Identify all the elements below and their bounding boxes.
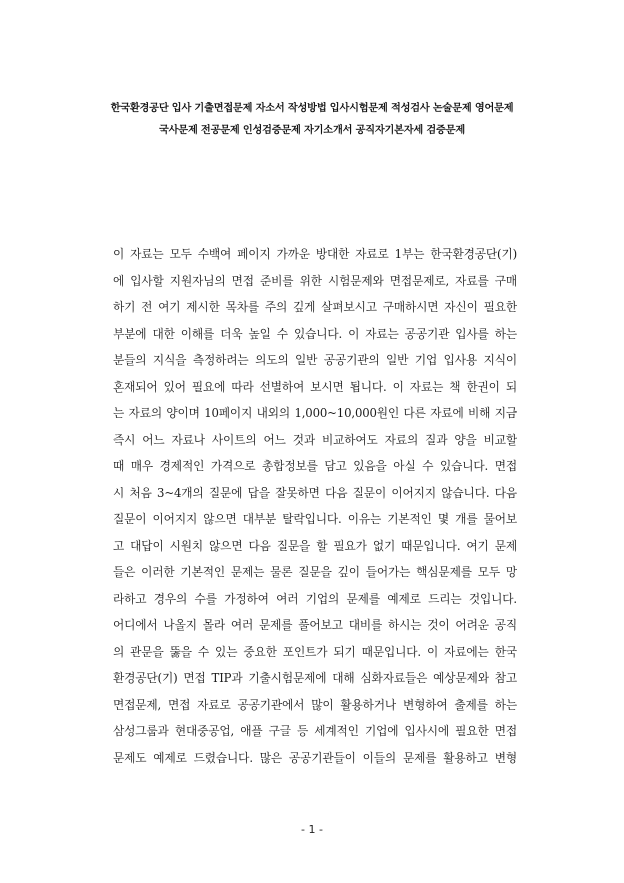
document-title: [0, 101, 624, 139]
body-line: 어디에서 나올지 몰라 여러 문제를 풀어보고 대비를 하시는 것이 어려운 공직: [113, 618, 517, 632]
body-line: 분들의 지식을 측정하려는 의도의 일반 공공기관의 일반 기업 입사용 지식이: [113, 353, 517, 367]
body-line: 때 매우 경제적인 가격으로 총합정보를 담고 있음을 아실 수 있습니다. 면접: [113, 459, 517, 473]
body-line: 하기 전 여기 제시한 목차를 주의 깊게 살펴보시고 구매하시면 자신이 필요한: [113, 300, 517, 314]
body-paragraph: [113, 241, 517, 771]
body-line: 이 자료는 모두 수백여 페이지 가까운 방대한 자료로 1부는 한국환경공단(기): [113, 247, 517, 261]
title-line-1: 한국환경공단 입사 기출면접문제 자소서 작성방법 입사시험문제 적성검사 논술문제 영어문제: [110, 103, 514, 114]
body-line: 고 대답이 시원치 않으면 다음 질문을 할 필요가 없기 때문입니다. 여기 문제: [113, 538, 517, 553]
body-line: 는 자료의 양이며 10페이지 내외의 1,000~10,000원인 다른 자료에 비해 지금: [113, 406, 517, 420]
title-line-2: 국사문제 전공문제 인성검증문제 자기소개서 공직자기본자세 검증문제: [159, 125, 465, 136]
body-line: 시 처음 3~4개의 질문에 답을 잘못하면 다음 질문이 이어지지 않습니다. 다음: [113, 485, 517, 500]
body-line: 의 관문을 뚫을 수 있는 중요한 포인트가 되기 때문입니다. 이 자료에는 한국: [113, 644, 517, 659]
page-number: - 1 -: [301, 823, 323, 836]
body-line: 라하고 경우의 수를 가정하여 여러 기업의 문제를 예제로 드리는 것입니다.: [113, 591, 517, 606]
body-line: 환경공단(기) 면접 TIP과 기출시험문제에 대해 심화자료들은 예상문제와 참고: [113, 671, 517, 685]
body-line: 부분에 대한 이해를 더욱 높일 수 있습니다. 이 자료는 공공기관 입사를 하는: [113, 326, 517, 341]
body-line: 혼재되어 있어 필요에 따라 선별하여 보시면 됩니다. 이 자료는 책 한권이 되: [113, 379, 517, 394]
body-line: 문제도 예제로 드렸습니다. 많은 공공기관들이 이들의 문제를 활용하고 변형: [113, 750, 517, 765]
body-line: 면접문제, 면접 자료로 공공기관에서 많이 활용하거나 변형하여 출제를 하는: [113, 697, 517, 712]
body-line: 질문이 이어지지 않으면 대부분 탈락입니다. 이유는 기본적인 몇 개를 물어보: [113, 512, 517, 526]
body-line: 에 입사할 지원자님의 면접 준비를 위한 시험문제와 면접문제로, 자료를 구매: [113, 273, 517, 288]
body-line: 들은 이러한 기본적인 문제는 물론 질문을 깊이 들어가는 핵심문제를 모두 망: [113, 565, 517, 579]
body-line: 삼성그룹과 현대중공업, 애플 구글 등 세계적인 기업에 입사시에 필요한 면접: [113, 724, 517, 738]
body-line: 즉시 어느 자료나 사이트의 어느 것과 비교하여도 자료의 질과 양을 비교할: [113, 432, 517, 447]
